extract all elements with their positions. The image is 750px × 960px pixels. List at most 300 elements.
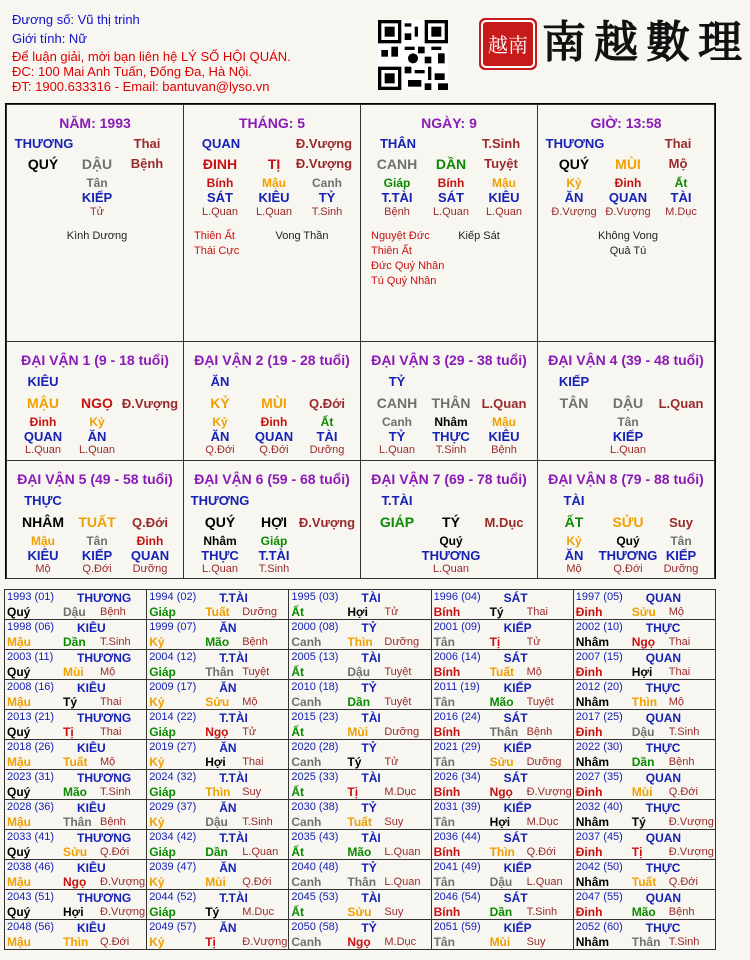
year-label: 2034 (42)	[149, 831, 197, 843]
branch: TÝ	[442, 514, 460, 530]
year-cell[interactable]	[431, 830, 573, 860]
hidden-ten-god: KIẾP	[81, 548, 113, 563]
year-label: 2040 (48)	[291, 861, 339, 873]
hidden-status: Mộ	[35, 563, 51, 575]
year-cell[interactable]	[289, 620, 431, 650]
status: Thai	[100, 726, 122, 738]
year-cell[interactable]	[289, 920, 431, 950]
year-cell[interactable]	[147, 680, 289, 710]
year-cell[interactable]	[573, 650, 715, 680]
stem: Nhâm	[575, 755, 610, 769]
year-cell[interactable]	[289, 590, 431, 620]
ten-god: TỶ	[361, 621, 377, 635]
ten-god: TỶ	[361, 681, 377, 695]
year-cell[interactable]	[289, 890, 431, 920]
branch: DẬU	[81, 156, 113, 172]
hidden-status: T.Sinh	[258, 563, 290, 575]
stem: Bính	[433, 905, 461, 919]
year-label: 2031 (39)	[433, 801, 481, 813]
ten-god: THỰC	[645, 681, 681, 695]
year-cell[interactable]	[147, 650, 289, 680]
year-cell[interactable]	[573, 590, 715, 620]
hidden-ten-god: QUAN	[23, 429, 63, 444]
hidden-status: T.Sinh	[435, 444, 467, 456]
ten-god: T.TÀI	[219, 771, 248, 785]
status-label: Thai	[133, 136, 161, 151]
header-line-4: ĐC: 100 Mai Anh Tuấn, Đống Đa, Hà Nội.	[12, 64, 252, 79]
status: T.Sinh	[526, 906, 558, 918]
stem: Giáp	[149, 665, 176, 679]
dai-van-title: ĐẠI VẬN 1 (9 - 18 tuổi)	[21, 352, 169, 368]
branch: Mão	[205, 635, 230, 649]
table-row	[5, 620, 716, 650]
year-cell[interactable]	[573, 830, 715, 860]
hidden-stem: Mậu	[492, 415, 516, 429]
status: Tuyệt	[384, 666, 412, 678]
ten-god: SÁT	[503, 711, 528, 725]
stem: Ất	[291, 725, 305, 739]
star-label: Kiếp Sát	[458, 230, 500, 242]
status: Thai	[242, 756, 264, 768]
dai-van-7[interactable]	[360, 460, 538, 579]
year-cell[interactable]	[5, 620, 147, 650]
year-label: 1993 (01)	[7, 591, 55, 603]
ten-god: KIÊU	[77, 741, 106, 755]
year-cell[interactable]	[573, 710, 715, 740]
branch: DẦN	[435, 156, 467, 172]
hidden-stem: Nhâm	[434, 415, 468, 429]
hidden-status: L.Quan	[485, 206, 523, 218]
status: Q.Đới	[132, 515, 168, 530]
branch: TỊ	[267, 156, 281, 172]
pillar-0	[6, 104, 184, 342]
year-cell[interactable]	[5, 680, 147, 710]
hidden-stem: Quý	[439, 534, 463, 548]
stem: Kỷ	[149, 935, 165, 949]
status-label: T.Sinh	[481, 136, 521, 151]
status: Tuyệt	[526, 696, 554, 708]
ten-god: ĂN	[219, 861, 237, 875]
ten-god: THƯƠNG	[77, 711, 132, 725]
branch: Tuất	[63, 755, 88, 769]
status: Đ.Vượng	[668, 846, 714, 858]
stem: Giáp	[149, 845, 176, 859]
pillar-title: THÁNG: 5	[238, 115, 306, 131]
hidden-status: L.Quan	[78, 444, 116, 456]
qr-code-icon[interactable]	[378, 20, 448, 90]
status: Mộ	[668, 156, 688, 171]
stem: Canh	[291, 695, 322, 709]
hidden-status: L.Quan	[378, 444, 416, 456]
stem: Nhâm	[575, 695, 610, 709]
stem: QUÝ	[558, 156, 590, 172]
hidden-ten-god: QUAN	[254, 429, 294, 444]
hidden-ten-god: THƯƠNG	[598, 548, 658, 563]
stem: GIÁP	[379, 514, 415, 530]
stem: Đinh	[575, 605, 603, 619]
stem: Kỷ	[149, 695, 165, 709]
status: Thai	[100, 696, 122, 708]
year-cell[interactable]	[573, 920, 715, 950]
status: M.Dục	[242, 906, 274, 918]
branch: Tị	[489, 635, 501, 649]
hidden-stem: Quý	[616, 534, 640, 548]
dai-van-title: ĐẠI VẬN 6 (59 - 68 tuổi)	[194, 471, 350, 487]
branch: Tị	[631, 845, 643, 859]
branch: Thân	[347, 875, 377, 889]
year-cell[interactable]	[147, 740, 289, 770]
year-cell[interactable]	[573, 800, 715, 830]
hidden-stem: Bính	[206, 176, 234, 190]
header-line-2: Giới tính: Nữ	[12, 31, 88, 46]
year-label: 2045 (53)	[291, 891, 339, 903]
hidden-stem: Bính	[437, 176, 465, 190]
status: Dưỡng	[242, 606, 277, 618]
ten-god: ĂN	[219, 681, 237, 695]
pillar-2	[360, 104, 538, 342]
year-label: 2046 (54)	[433, 891, 481, 903]
ten-god-label: T.TÀI	[381, 493, 413, 508]
ten-god: T.TÀI	[219, 651, 248, 665]
ten-god: SÁT	[503, 771, 528, 785]
table-row	[5, 890, 716, 920]
pillar-3	[537, 104, 715, 342]
year-label: 2001 (09)	[433, 621, 481, 633]
dai-van-title: ĐẠI VẬN 8 (79 - 88 tuổi)	[548, 471, 704, 487]
status: Mộ	[668, 696, 685, 708]
stem: Quý	[7, 665, 31, 679]
header-line-5[interactable]: ĐT: 1900.633316 - Email: bantuvan@lyso.vn	[12, 79, 270, 94]
hidden-ten-god: ĂN	[87, 429, 107, 444]
year-cell[interactable]	[147, 920, 289, 950]
stem: Mậu	[7, 815, 31, 829]
year-label: 2024 (32)	[149, 771, 197, 783]
year-cell[interactable]	[147, 590, 289, 620]
hidden-status: T.Sinh	[311, 206, 343, 218]
year-cell[interactable]	[5, 890, 147, 920]
hidden-status: L.Quan	[432, 563, 470, 575]
year-cell[interactable]	[289, 740, 431, 770]
hidden-ten-god: T.TÀI	[381, 190, 413, 205]
status: Tử	[526, 636, 541, 648]
pillar-title: GIỜ: 13:58	[590, 115, 662, 131]
year-label: 2009 (17)	[149, 681, 197, 693]
year-label: 2028 (36)	[7, 801, 55, 813]
status: Đ.Vượng	[100, 876, 146, 888]
ten-god-label: THÂN	[379, 136, 417, 151]
year-cell[interactable]	[431, 650, 573, 680]
year-label: 2025 (33)	[291, 771, 339, 783]
year-label: 2020 (28)	[291, 741, 339, 753]
year-cell[interactable]	[289, 770, 431, 800]
year-cell[interactable]	[289, 710, 431, 740]
year-cell[interactable]	[573, 770, 715, 800]
year-label: 2047 (55)	[575, 891, 623, 903]
ten-god: KIẾP	[503, 621, 532, 635]
year-cell[interactable]	[289, 800, 431, 830]
status: Tử	[242, 726, 257, 738]
branch: Ngọ	[63, 875, 87, 889]
branch: SỬU	[612, 514, 644, 530]
stem: Mậu	[7, 755, 31, 769]
branch: Mùi	[347, 725, 369, 739]
year-cell[interactable]	[147, 800, 289, 830]
stem: Tân	[433, 755, 455, 769]
stem: Ất	[291, 845, 305, 859]
year-cell[interactable]	[289, 830, 431, 860]
branch: Dần	[347, 695, 371, 709]
stem: Canh	[291, 815, 322, 829]
year-cell[interactable]	[289, 860, 431, 890]
year-cell[interactable]	[431, 920, 573, 950]
stem: QUÝ	[204, 514, 236, 530]
ten-god: THỰC	[645, 621, 681, 635]
stem: Tân	[433, 875, 455, 889]
branch: THÂN	[431, 395, 471, 411]
status: L.Quan	[658, 396, 704, 411]
hidden-ten-god: ĂN	[564, 190, 584, 205]
ten-god: ĂN	[219, 741, 237, 755]
logo-seal-icon	[479, 18, 537, 70]
status: Bệnh	[100, 606, 126, 618]
pillar-1	[183, 104, 361, 342]
year-cell[interactable]	[431, 800, 573, 830]
branch: Thân	[631, 935, 661, 949]
hidden-stem: Mậu	[492, 176, 516, 190]
branch: Hợi	[347, 605, 368, 619]
dai-van-3[interactable]	[360, 341, 538, 461]
branch: Mùi	[63, 665, 84, 679]
hidden-status: Bệnh	[491, 444, 517, 456]
hidden-stem: Ất	[674, 176, 688, 190]
stem: CANH	[376, 156, 418, 172]
hidden-stem: Đinh	[614, 176, 642, 190]
stem: Đinh	[575, 665, 603, 679]
status: L.Quan	[481, 396, 527, 411]
hidden-ten-god: THƯƠNG	[421, 548, 481, 563]
year-label: 2049 (57)	[149, 921, 197, 933]
year-label: 2038 (46)	[7, 861, 55, 873]
year-cell[interactable]	[5, 770, 147, 800]
hidden-status: Q.Đới	[259, 444, 289, 456]
year-label: 2007 (15)	[575, 651, 623, 663]
year-cell[interactable]	[431, 710, 573, 740]
hidden-stem: Canh	[312, 176, 342, 190]
header-line-3[interactable]: Để luận giải, mời bạn liên hệ LÝ SỐ HỘI QUÁN.	[12, 49, 291, 64]
ten-god: QUAN	[645, 771, 682, 785]
stem: Giáp	[149, 785, 176, 799]
branch: Tuất	[489, 665, 515, 679]
year-label: 2005 (13)	[291, 651, 339, 663]
ten-god: KIÊU	[77, 861, 106, 875]
hidden-status: Đ.Vượng	[605, 206, 651, 218]
year-cell[interactable]	[147, 620, 289, 650]
hidden-stem: Kỷ	[89, 415, 105, 429]
header-line-1: Đương số: Vũ thị trinh	[12, 12, 140, 27]
hidden-status: Đ.Vượng	[551, 206, 597, 218]
year-cell[interactable]	[5, 590, 147, 620]
stem: Đinh	[575, 905, 603, 919]
hidden-stem: Tân	[86, 534, 108, 548]
year-label: 2022 (30)	[575, 741, 623, 753]
status: Thai	[526, 606, 548, 618]
table-row	[5, 740, 716, 770]
dai-van-5[interactable]	[6, 460, 184, 579]
hidden-status: Dưỡng	[132, 563, 168, 575]
year-cell[interactable]	[289, 680, 431, 710]
year-cell[interactable]	[573, 890, 715, 920]
year-label: 1998 (06)	[7, 621, 55, 633]
ten-god-label: TÀI	[563, 493, 585, 508]
year-cell[interactable]	[573, 620, 715, 650]
year-cell[interactable]	[5, 650, 147, 680]
table-row	[5, 650, 716, 680]
hidden-ten-god: THỰC	[432, 429, 470, 444]
dai-van-1[interactable]	[6, 341, 184, 461]
table-row	[5, 800, 716, 830]
branch: Ngọ	[347, 935, 371, 949]
year-cell[interactable]	[147, 770, 289, 800]
stem: ĐINH	[202, 156, 238, 172]
year-label: 2043 (51)	[7, 891, 55, 903]
table-row	[5, 830, 716, 860]
ten-god-label: QUAN	[201, 136, 241, 151]
year-cell[interactable]	[147, 860, 289, 890]
status-label: Đ.Vượng	[295, 136, 353, 151]
year-label: 2021 (29)	[433, 741, 481, 753]
status: Dưỡng	[384, 726, 420, 738]
branch: TUẤT	[78, 514, 116, 530]
hidden-ten-god: TỶ	[318, 190, 336, 205]
year-cell[interactable]	[147, 830, 289, 860]
year-cell[interactable]	[5, 800, 147, 830]
stem: KỶ	[210, 395, 230, 411]
stem: Nhâm	[575, 875, 610, 889]
ten-god: KIẾP	[503, 921, 532, 935]
year-label: 2042 (50)	[575, 861, 623, 873]
hidden-ten-god: THỰC	[201, 548, 239, 563]
star-label: Thiên Ất	[371, 245, 412, 257]
dai-van-6[interactable]	[183, 460, 361, 579]
branch: Dậu	[489, 875, 513, 889]
status: T.Sinh	[668, 726, 700, 738]
year-cell[interactable]	[431, 620, 573, 650]
hidden-stem: Ất	[320, 415, 334, 429]
stem: Ất	[291, 905, 305, 919]
hidden-ten-god: ĂN	[564, 548, 584, 563]
status: Đ.Vượng	[100, 906, 146, 918]
branch: NGỌ	[81, 395, 113, 411]
year-label: 2036 (44)	[433, 831, 481, 843]
chart-grid	[5, 103, 716, 579]
dai-van-8[interactable]	[537, 460, 715, 579]
branch: Mùi	[489, 935, 511, 949]
hidden-stem: Tân	[617, 415, 639, 429]
ten-god: THỰC	[645, 921, 681, 935]
stem: ẤT	[564, 514, 584, 530]
hidden-ten-god: KIẾP	[81, 190, 113, 205]
stem: MẬU	[27, 395, 59, 411]
ten-god: TÀI	[361, 591, 381, 605]
branch: Hợi	[205, 755, 226, 769]
branch: Dậu	[63, 605, 86, 619]
branch: Hợi	[63, 905, 84, 919]
year-cell[interactable]	[5, 710, 147, 740]
year-cell[interactable]	[431, 890, 573, 920]
dai-van-title: ĐẠI VẬN 5 (49 - 58 tuổi)	[17, 471, 173, 487]
branch: Tị	[347, 785, 359, 799]
year-label: 2017 (25)	[575, 711, 623, 723]
year-cell[interactable]	[431, 770, 573, 800]
dai-van-4[interactable]	[537, 341, 715, 461]
stem: TÂN	[559, 395, 589, 411]
ten-god: SÁT	[503, 591, 528, 605]
year-label: 2039 (47)	[149, 861, 197, 873]
stem: Đinh	[575, 785, 603, 799]
ten-god: TỶ	[361, 861, 377, 875]
stem: Bính	[433, 785, 461, 799]
branch: Hợi	[489, 815, 511, 829]
year-cell[interactable]	[573, 680, 715, 710]
year-cell[interactable]	[431, 740, 573, 770]
dai-van-title: ĐẠI VẬN 2 (19 - 28 tuổi)	[194, 352, 350, 368]
ten-god: SÁT	[503, 651, 528, 665]
status: M.Dục	[384, 936, 417, 948]
hidden-ten-god: KIÊU	[27, 548, 59, 563]
ten-god: ĂN	[219, 921, 237, 935]
year-cell[interactable]	[573, 740, 715, 770]
year-cell[interactable]	[431, 860, 573, 890]
stem: Mậu	[7, 635, 31, 649]
year-cell[interactable]	[431, 680, 573, 710]
star-label: Đức Quý Nhân	[371, 260, 445, 272]
stem: Canh	[291, 875, 322, 889]
year-cell[interactable]	[147, 710, 289, 740]
year-cell[interactable]	[147, 890, 289, 920]
branch: Mùi	[631, 785, 653, 799]
branch: Tuất	[631, 875, 657, 889]
dai-van-2[interactable]	[183, 341, 361, 461]
year-cell[interactable]	[5, 830, 147, 860]
year-cell[interactable]	[431, 590, 573, 620]
status-label: Thai	[664, 136, 692, 151]
star-label: Không Vong	[598, 230, 658, 242]
year-label: 2035 (43)	[291, 831, 339, 843]
ten-god: SÁT	[503, 831, 528, 845]
year-cell[interactable]	[5, 920, 147, 950]
year-label: 2012 (20)	[575, 681, 623, 693]
table-row	[5, 860, 716, 890]
stem: Đinh	[575, 725, 603, 739]
year-cell[interactable]	[289, 650, 431, 680]
status: Đ.Vượng	[668, 816, 714, 828]
year-cell[interactable]	[5, 860, 147, 890]
year-label: 2016 (24)	[433, 711, 481, 723]
stem: Ất	[291, 785, 305, 799]
ten-god: T.TÀI	[219, 831, 248, 845]
year-label: 1999 (07)	[149, 621, 197, 633]
status: Mộ	[242, 696, 258, 708]
year-label: 1997 (05)	[575, 591, 623, 603]
star-label: Quả Tú	[609, 245, 647, 257]
branch: Tuất	[347, 815, 372, 829]
stem: Nhâm	[575, 635, 610, 649]
year-cell[interactable]	[573, 860, 715, 890]
status: Tử	[384, 756, 399, 768]
year-cell[interactable]	[5, 740, 147, 770]
status: Đ.Vượng	[526, 786, 572, 798]
status: Bệnh	[130, 156, 164, 171]
